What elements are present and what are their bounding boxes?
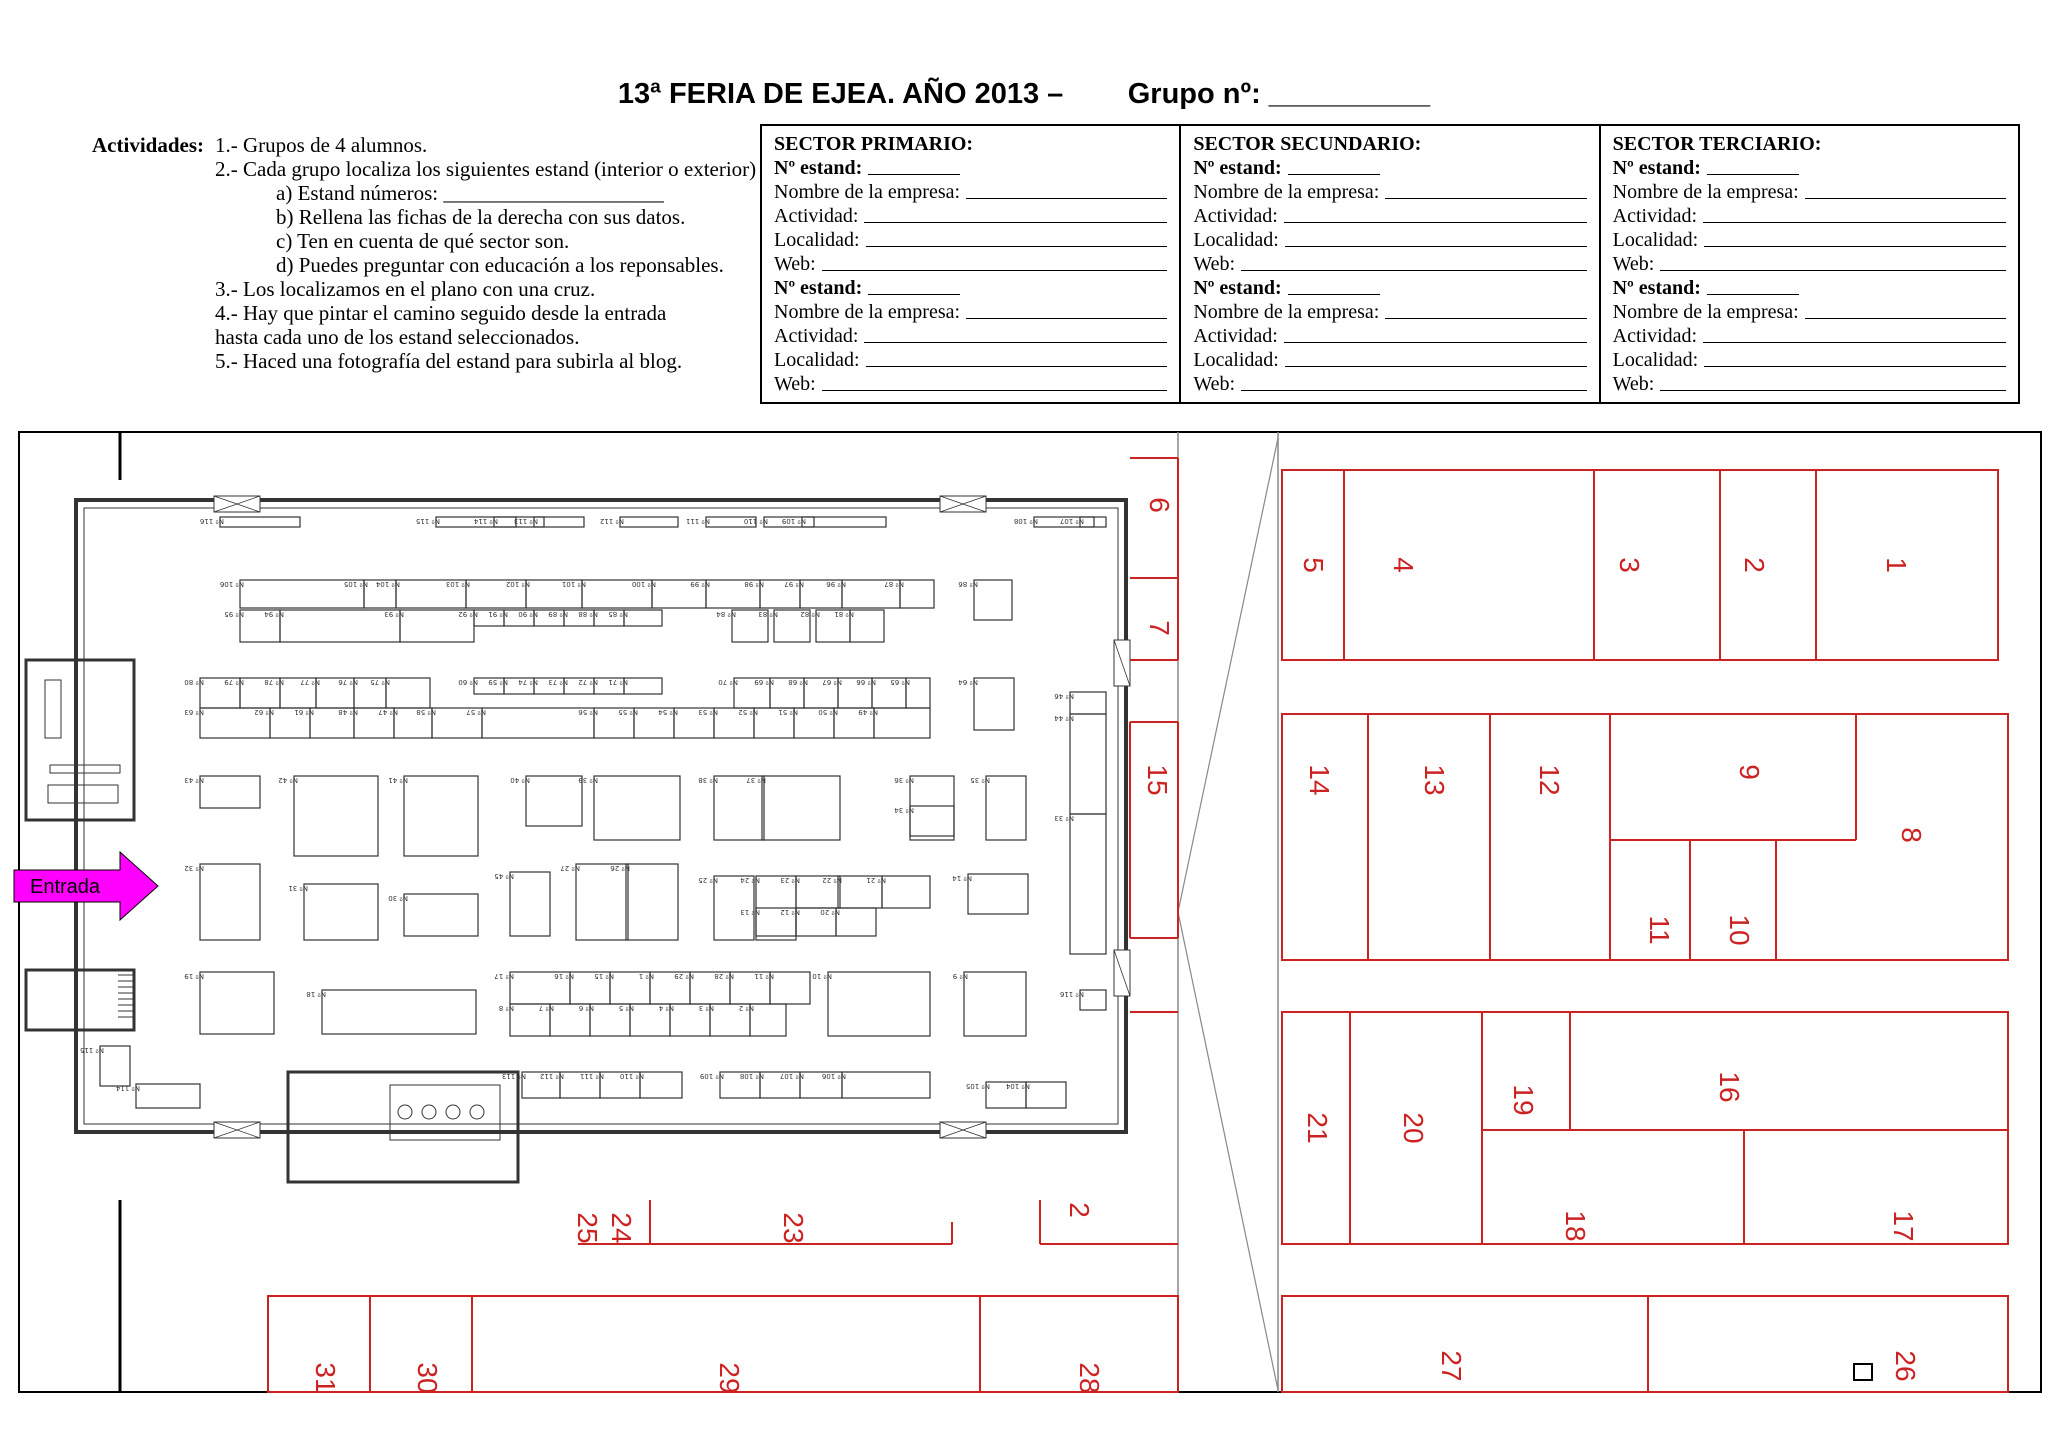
indoor-stand-label: Nº 114 bbox=[115, 1084, 140, 1092]
indoor-stand-label: Nº 102 bbox=[505, 580, 530, 588]
activity-line: 2.- Cada grupo localiza los siguientes estand (interior o exterior) bbox=[215, 157, 757, 181]
indoor-stand-label: Nº 108 bbox=[739, 1072, 764, 1080]
meeting-table bbox=[45, 680, 61, 738]
indoor-stand-label: Nº 97 bbox=[784, 580, 804, 588]
zoom-line bbox=[1178, 912, 1278, 1390]
indoor-stand-label: Nº 73 bbox=[548, 678, 568, 686]
indoor-stand-label: Nº 111 bbox=[579, 1072, 604, 1080]
indoor-stand-label: Nº 14 bbox=[952, 874, 972, 882]
outdoor-stand-number: 16 bbox=[1714, 1071, 1745, 1103]
indoor-stand-label: Nº 40 bbox=[510, 776, 530, 784]
outdoor-stand-number: 18 bbox=[1560, 1210, 1591, 1242]
outdoor-stand-number: 6 bbox=[1144, 497, 1175, 513]
field-label: Web: bbox=[1193, 373, 1236, 395]
outdoor-stand-number: 29 bbox=[714, 1362, 745, 1394]
indoor-stand-label: Nº 23 bbox=[780, 876, 800, 884]
indoor-stand-label: Nº 64 bbox=[958, 678, 978, 686]
outdoor-stand-number: 8 bbox=[1896, 827, 1927, 843]
toilets-annex bbox=[288, 1072, 518, 1182]
field-label: Nº estand: bbox=[1612, 277, 1701, 299]
activity-line: d) Puedes preguntar con educación a los reponsables. bbox=[276, 253, 724, 277]
indoor-stand bbox=[304, 884, 378, 940]
field-label: Web: bbox=[774, 373, 816, 395]
indoor-stand-label: Nº 43 bbox=[184, 776, 204, 784]
indoor-stand-label: Nº 100 bbox=[631, 580, 656, 588]
indoor-stand-label: Nº 72 bbox=[578, 678, 598, 686]
outdoor-stand-number: 27 bbox=[1436, 1350, 1467, 1382]
outdoor-stand-number: 15 bbox=[1142, 764, 1173, 796]
indoor-stand-label: Nº 10 bbox=[812, 972, 832, 980]
indoor-stand-label: Nº 29 bbox=[674, 972, 694, 980]
indoor-stand-label: Nº 58 bbox=[416, 708, 436, 716]
field-label: Nº estand: bbox=[1193, 157, 1282, 179]
indoor-stand bbox=[910, 776, 954, 840]
indoor-stand bbox=[836, 908, 876, 936]
indoor-stand-label: Nº 105 bbox=[343, 580, 368, 588]
indoor-stand bbox=[974, 580, 1012, 620]
activity-line: 4.- Hay que pintar el camino seguido desde la entrada bbox=[215, 301, 667, 325]
indoor-stand bbox=[626, 864, 678, 940]
field-label: Actividad: bbox=[1612, 325, 1698, 347]
indoor-stand-label: Nº 27 bbox=[560, 864, 580, 872]
indoor-stand bbox=[510, 872, 550, 936]
indoor-stand-label: Nº 84 bbox=[716, 610, 736, 618]
activity-line: a) Estand números: _____________________ bbox=[276, 181, 664, 205]
indoor-stand bbox=[714, 776, 764, 840]
outdoor-stand-number: 28 bbox=[1074, 1362, 1105, 1394]
indoor-stand bbox=[1070, 692, 1106, 714]
indoor-stand-label: Nº 71 bbox=[608, 678, 628, 686]
indoor-stand bbox=[294, 776, 378, 856]
indoor-stand-label: Nº 16 bbox=[554, 972, 574, 980]
sector-title: SECTOR SECUNDARIO: bbox=[1193, 133, 1422, 155]
outdoor-stand-number: 25 bbox=[572, 1212, 603, 1244]
desk bbox=[48, 785, 118, 803]
outdoor-stand-number: 24 bbox=[606, 1212, 637, 1244]
field-label: Localidad: bbox=[1193, 229, 1279, 251]
field-label: Nº estand: bbox=[774, 277, 863, 299]
indoor-stand-label: Nº 8 bbox=[498, 1004, 514, 1012]
indoor-stand-label: Nº 62 bbox=[254, 708, 274, 716]
indoor-stand-label: Nº 19 bbox=[184, 972, 204, 980]
indoor-stand-label: Nº 5 bbox=[618, 1004, 634, 1012]
indoor-stand bbox=[850, 610, 884, 642]
indoor-stand-label: Nº 34 bbox=[894, 806, 914, 814]
indoor-stand bbox=[280, 610, 400, 642]
indoor-stand-label: Nº 115 bbox=[79, 1046, 104, 1054]
indoor-stand-label: Nº 1 bbox=[638, 972, 654, 980]
field-label: Nombre de la empresa: bbox=[774, 181, 961, 203]
indoor-stand-label: Nº 110 bbox=[619, 1072, 644, 1080]
indoor-stand-label: Nº 49 bbox=[858, 708, 878, 716]
indoor-stand-label: Nº 106 bbox=[219, 580, 244, 588]
indoor-stand-label: Nº 111 bbox=[685, 517, 710, 525]
indoor-stand-label: Nº 106 bbox=[821, 1072, 846, 1080]
outdoor-stand-number: 30 bbox=[412, 1362, 443, 1394]
indoor-stand-label: Nº 91 bbox=[488, 610, 508, 618]
indoor-stand-label: Nº 37 bbox=[746, 776, 766, 784]
indoor-stand-label: Nº 67 bbox=[822, 678, 842, 686]
activity-line: c) Ten en cuenta de qué sector son. bbox=[276, 229, 570, 253]
outdoor-stand bbox=[1594, 470, 1720, 660]
outdoor-stand-number: 2 bbox=[1064, 1202, 1095, 1218]
indoor-stand-label: Nº 45 bbox=[494, 872, 514, 880]
entrance-label: Entrada bbox=[30, 876, 101, 898]
indoor-stand-label: Nº 47 bbox=[378, 708, 398, 716]
activity-line: 3.- Los localizamos en el plano con una cruz. bbox=[215, 277, 596, 301]
indoor-stand bbox=[974, 678, 1014, 730]
indoor-stand-label: Nº 92 bbox=[458, 610, 478, 618]
indoor-stand bbox=[900, 580, 934, 608]
indoor-stand-label: Nº 11 bbox=[754, 972, 774, 980]
indoor-stand-label: Nº 30 bbox=[388, 894, 408, 902]
indoor-stand-label: Nº 78 bbox=[264, 678, 284, 686]
indoor-stand-label: Nº 95 bbox=[224, 610, 244, 618]
indoor-stand-label: Nº 115 bbox=[415, 517, 440, 525]
indoor-stand-label: Nº 46 bbox=[1054, 692, 1074, 700]
indoor-stand-label: Nº 68 bbox=[788, 678, 808, 686]
indoor-stand bbox=[594, 776, 680, 840]
indoor-stand-label: Nº 81 bbox=[834, 610, 854, 618]
indoor-stand-label: Nº 4 bbox=[658, 1004, 674, 1012]
indoor-stand-label: Nº 85 bbox=[608, 610, 628, 618]
indoor-stand-label: Nº 51 bbox=[778, 708, 798, 716]
indoor-stand-label: Nº 7 bbox=[538, 1004, 554, 1012]
checkbox-icon bbox=[1854, 1364, 1872, 1380]
outdoor-stand-number: 26 bbox=[1890, 1350, 1921, 1382]
indoor-stand bbox=[874, 708, 930, 738]
indoor-stand-label: Nº 12 bbox=[780, 908, 800, 916]
indoor-stand bbox=[576, 864, 628, 940]
indoor-stand-label: Nº 2 bbox=[738, 1004, 754, 1012]
indoor-stand-label: Nº 36 bbox=[894, 776, 914, 784]
page-title: 13ª FERIA DE EJEA. AÑO 2013 – Grupo nº: __________ bbox=[617, 78, 1431, 110]
indoor-stand-label: Nº 52 bbox=[738, 708, 758, 716]
field-label: Nombre de la empresa: bbox=[1612, 181, 1799, 203]
indoor-stand-label: Nº 82 bbox=[800, 610, 820, 618]
indoor-stand-label: Nº 94 bbox=[264, 610, 284, 618]
toilet-fixture bbox=[398, 1105, 412, 1119]
indoor-stand bbox=[482, 708, 594, 738]
field-label: Actividad: bbox=[1193, 205, 1278, 227]
indoor-stand bbox=[200, 972, 274, 1034]
field-label: Nombre de la empresa: bbox=[1193, 181, 1380, 203]
outdoor-stand-number: 12 bbox=[1534, 764, 1565, 796]
outdoor-stand-number: 4 bbox=[1388, 557, 1419, 573]
indoor-stand bbox=[404, 776, 478, 856]
activity-line: b) Rellena las fichas de la derecha con sus datos. bbox=[276, 205, 686, 229]
outdoor-stand-number: 11 bbox=[1644, 915, 1675, 945]
outdoor-stand-number: 31 bbox=[310, 1362, 341, 1394]
indoor-stand-label: Nº 113 bbox=[513, 517, 538, 525]
desk bbox=[50, 765, 120, 773]
indoor-stand-label: Nº 13 bbox=[740, 908, 760, 916]
indoor-stand-label: Nº 57 bbox=[466, 708, 486, 716]
indoor-stand-label: Nº 32 bbox=[184, 864, 204, 872]
indoor-stand-label: Nº 88 bbox=[578, 610, 598, 618]
sector-title: SECTOR TERCIARIO: bbox=[1612, 133, 1822, 155]
indoor-stand-label: Nº 109 bbox=[781, 517, 806, 525]
indoor-stand-label: Nº 65 bbox=[890, 678, 910, 686]
field-label: Web: bbox=[1612, 253, 1655, 275]
indoor-stand-label: Nº 25 bbox=[698, 876, 718, 884]
outdoor-stand-number: 3 bbox=[1614, 557, 1645, 573]
indoor-stand-label: Nº 60 bbox=[458, 678, 478, 686]
indoor-stand bbox=[620, 517, 678, 527]
indoor-stand-label: Nº 104 bbox=[375, 580, 400, 588]
indoor-stand-label: Nº 98 bbox=[744, 580, 764, 588]
indoor-stand bbox=[386, 678, 430, 708]
outdoor-stand-number: 19 bbox=[1508, 1084, 1539, 1116]
field-label: Localidad: bbox=[1193, 349, 1279, 371]
indoor-stand-label: Nº 101 bbox=[561, 580, 586, 588]
field-label: Actividad: bbox=[1193, 325, 1278, 347]
field-label: Web: bbox=[774, 253, 816, 275]
indoor-stand-label: Nº 31 bbox=[288, 884, 308, 892]
indoor-stand-label: Nº 93 bbox=[384, 610, 404, 618]
outdoor-stand-number: 7 bbox=[1144, 620, 1175, 636]
indoor-stand-label: Nº 33 bbox=[1054, 814, 1074, 822]
indoor-stand-label: Nº 39 bbox=[578, 776, 598, 784]
indoor-stand-label: Nº 80 bbox=[184, 678, 204, 686]
activity-line: 1.- Grupos de 4 alumnos. bbox=[215, 133, 428, 157]
sector-title: SECTOR PRIMARIO: bbox=[774, 133, 974, 155]
indoor-stand bbox=[322, 990, 476, 1034]
indoor-stand-label: Nº 109 bbox=[699, 1072, 724, 1080]
indoor-stand-label: Nº 61 bbox=[294, 708, 314, 716]
indoor-stand-label: Nº 48 bbox=[338, 708, 358, 716]
indoor-stand-label: Nº 66 bbox=[856, 678, 876, 686]
outdoor-stand-number: 14 bbox=[1304, 764, 1335, 796]
indoor-stand bbox=[200, 776, 260, 808]
stairs-annex bbox=[26, 970, 134, 1030]
field-label: Localidad: bbox=[1612, 349, 1699, 371]
indoor-stand-label: Nº 86 bbox=[958, 580, 978, 588]
indoor-stand bbox=[200, 864, 260, 940]
indoor-stand bbox=[136, 1084, 200, 1108]
field-label: Localidad: bbox=[1612, 229, 1699, 251]
indoor-stand-label: Nº 113 bbox=[501, 1072, 526, 1080]
indoor-stand bbox=[1070, 714, 1106, 814]
indoor-stand-label: Nº 90 bbox=[518, 610, 538, 618]
indoor-stand-label: Nº 107 bbox=[779, 1072, 804, 1080]
indoor-stand-label: Nº 15 bbox=[594, 972, 614, 980]
indoor-stand-label: Nº 116 bbox=[199, 517, 224, 525]
pavilion-outline bbox=[76, 500, 1126, 1132]
indoor-stand bbox=[842, 1072, 930, 1098]
indoor-stand-label: Nº 110 bbox=[743, 517, 768, 525]
field-label: Nº estand: bbox=[1612, 157, 1701, 179]
indoor-stand-label: Nº 6 bbox=[578, 1004, 594, 1012]
outdoor-stand-number: 1 bbox=[1881, 557, 1912, 573]
field-label: Web: bbox=[1193, 253, 1236, 275]
field-label: Localidad: bbox=[774, 349, 860, 371]
indoor-stand bbox=[714, 876, 754, 940]
activity-line: hasta cada uno de los estand seleccionados. bbox=[215, 325, 580, 349]
indoor-stand-label: Nº 26 bbox=[610, 864, 630, 872]
pavilion-inner-outline bbox=[84, 508, 1118, 1124]
indoor-stand-label: Nº 42 bbox=[278, 776, 298, 784]
outdoor-stand-number: 10 bbox=[1724, 914, 1755, 946]
indoor-stand bbox=[964, 972, 1026, 1036]
outdoor-stand bbox=[1282, 1012, 2008, 1244]
indoor-stand-label: Nº 9 bbox=[952, 972, 968, 980]
outdoor-stand-number: 17 bbox=[1888, 1210, 1919, 1242]
indoor-stand bbox=[404, 894, 478, 936]
toilet-fixture bbox=[446, 1105, 460, 1119]
indoor-stand-label: Nº 74 bbox=[518, 678, 538, 686]
indoor-stand bbox=[968, 874, 1028, 914]
indoor-stand-label: Nº 112 bbox=[599, 517, 624, 525]
toilet-fixture bbox=[422, 1105, 436, 1119]
indoor-stand-label: Nº 54 bbox=[658, 708, 678, 716]
indoor-stand bbox=[1026, 1082, 1066, 1108]
activity-line: 5.- Haced una fotografía del estand para subirla al blog. bbox=[215, 349, 683, 373]
map-frame bbox=[19, 432, 2041, 1392]
indoor-stand-label: Nº 24 bbox=[740, 876, 760, 884]
field-label: Actividad: bbox=[1612, 205, 1698, 227]
indoor-stand bbox=[624, 610, 662, 626]
indoor-stand-label: Nº 20 bbox=[820, 908, 840, 916]
outdoor-stand-number: 9 bbox=[1734, 764, 1765, 780]
field-label: Nombre de la empresa: bbox=[1193, 301, 1380, 323]
indoor-stand-label: Nº 59 bbox=[488, 678, 508, 686]
outdoor-stand-number: 5 bbox=[1298, 557, 1329, 573]
indoor-stand bbox=[986, 776, 1026, 840]
field-label: Nº estand: bbox=[774, 157, 863, 179]
field-label: Nº estand: bbox=[1193, 277, 1282, 299]
indoor-stand bbox=[762, 776, 840, 840]
indoor-stand-label: Nº 79 bbox=[224, 678, 244, 686]
field-label: Actividad: bbox=[774, 325, 859, 347]
indoor-stand-label: Nº 41 bbox=[388, 776, 408, 784]
indoor-stand-label: Nº 3 bbox=[698, 1004, 714, 1012]
indoor-stand-label: Nº 89 bbox=[548, 610, 568, 618]
indoor-stand-label: Nº 75 bbox=[370, 678, 390, 686]
indoor-stand-label: Nº 83 bbox=[758, 610, 778, 618]
indoor-stand bbox=[526, 776, 582, 826]
indoor-stand-label: Nº 112 bbox=[539, 1072, 564, 1080]
indoor-stand-label: Nº 50 bbox=[818, 708, 838, 716]
indoor-stand-label: Nº 104 bbox=[1005, 1082, 1030, 1090]
field-label: Web: bbox=[1612, 373, 1655, 395]
indoor-stand-label: Nº 38 bbox=[698, 776, 718, 784]
outdoor-stand-number: 20 bbox=[1398, 1112, 1429, 1144]
indoor-stand-label: Nº 55 bbox=[618, 708, 638, 716]
indoor-stand-label: Nº 108 bbox=[1013, 517, 1038, 525]
indoor-stand bbox=[640, 1072, 682, 1098]
indoor-stand-label: Nº 87 bbox=[884, 580, 904, 588]
indoor-stand bbox=[910, 806, 954, 836]
indoor-stand-label: Nº 22 bbox=[822, 876, 842, 884]
indoor-stand-label: Nº 96 bbox=[826, 580, 846, 588]
field-label: Actividad: bbox=[774, 205, 859, 227]
field-label: Nombre de la empresa: bbox=[774, 301, 961, 323]
indoor-stand bbox=[624, 678, 662, 694]
indoor-stand-label: Nº 103 bbox=[445, 580, 470, 588]
indoor-stand bbox=[220, 517, 300, 527]
indoor-stand bbox=[750, 1004, 786, 1036]
toilet-fixture bbox=[470, 1105, 484, 1119]
indoor-stand-label: Nº 69 bbox=[754, 678, 774, 686]
zoom-line bbox=[1178, 438, 1278, 912]
outdoor-stand bbox=[1344, 470, 1594, 660]
outdoor-stand-number: 2 bbox=[1739, 557, 1770, 573]
indoor-stand bbox=[770, 972, 810, 1004]
indoor-stand-label: Nº 76 bbox=[338, 678, 358, 686]
indoor-stand-label: Nº 18 bbox=[306, 990, 326, 998]
outdoor-stand-number: 21 bbox=[1302, 1112, 1333, 1144]
indoor-stand-label: Nº 114 bbox=[473, 517, 498, 525]
field-label: Localidad: bbox=[774, 229, 860, 251]
indoor-stand bbox=[1070, 814, 1106, 954]
indoor-stand bbox=[882, 876, 930, 908]
indoor-stand bbox=[534, 517, 584, 527]
indoor-stand-label: Nº 21 bbox=[866, 876, 886, 884]
indoor-stand-label: Nº 53 bbox=[698, 708, 718, 716]
outdoor-stand-number: 23 bbox=[778, 1212, 809, 1244]
indoor-stand-label: Nº 28 bbox=[714, 972, 734, 980]
indoor-stand-label: Nº 70 bbox=[718, 678, 738, 686]
indoor-stand-label: Nº 63 bbox=[184, 708, 204, 716]
activities-label: Actividades: bbox=[92, 133, 204, 157]
indoor-stand bbox=[828, 972, 930, 1036]
indoor-stand-label: Nº 105 bbox=[965, 1082, 990, 1090]
field-label: Nombre de la empresa: bbox=[1612, 301, 1799, 323]
indoor-stand-label: Nº 44 bbox=[1054, 714, 1074, 722]
indoor-stand-label: Nº 107 bbox=[1059, 517, 1084, 525]
indoor-stand-label: Nº 17 bbox=[494, 972, 514, 980]
indoor-stand-label: Nº 116 bbox=[1059, 990, 1084, 998]
indoor-stand-label: Nº 35 bbox=[970, 776, 990, 784]
outdoor-stand-number: 13 bbox=[1419, 764, 1450, 796]
indoor-stand-label: Nº 99 bbox=[690, 580, 710, 588]
indoor-stand-label: Nº 56 bbox=[578, 708, 598, 716]
indoor-stand-label: Nº 77 bbox=[300, 678, 320, 686]
